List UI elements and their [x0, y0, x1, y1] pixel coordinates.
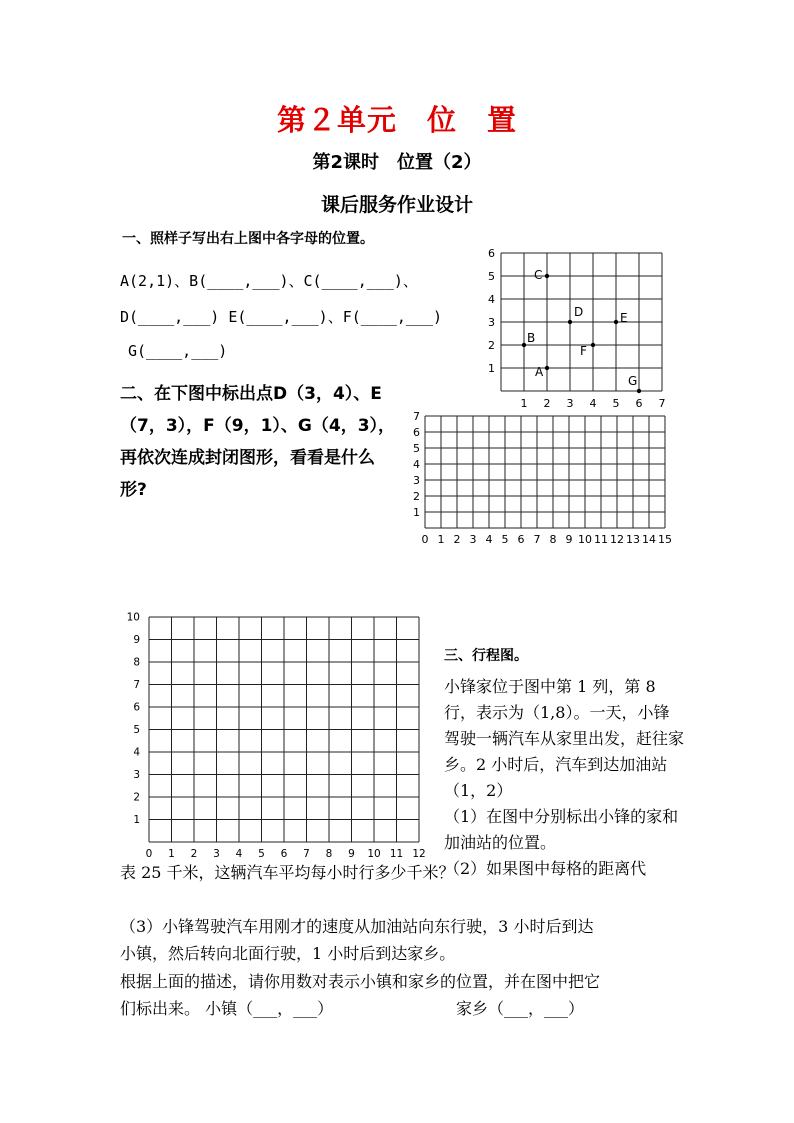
x-tick-label: 11	[594, 533, 608, 546]
x-tick-label: 6	[517, 533, 525, 546]
y-tick-label: 4	[413, 457, 420, 471]
point-a-label: A	[535, 365, 544, 379]
grid-3-lines	[149, 617, 419, 842]
grid-3-travel-map	[118, 605, 433, 860]
q2-text: 二、在下图中标出点D（3，4）、E（7，3），F（9，1）、G（4，3），再依次连成封闭图形，看看是什么形?	[120, 384, 396, 500]
x-tick-label: 10	[367, 848, 381, 860]
q1-line-1: A(2,1)、B(____,___)、C(____,___)、	[120, 272, 418, 290]
point-c-dot	[545, 274, 549, 278]
x-tick-label: 5	[612, 397, 620, 410]
x-tick-label: 9	[565, 533, 573, 546]
y-tick-label: 7	[413, 409, 420, 423]
x-tick-label: 0	[421, 533, 429, 546]
y-tick-label: 5	[133, 724, 140, 737]
y-tick-label: 2	[413, 489, 420, 503]
y-tick-label: 5	[488, 269, 495, 283]
x-tick-label: 15	[658, 533, 672, 546]
point-f-dot	[591, 343, 595, 347]
q3-text-block	[444, 674, 684, 882]
grid-1-letters	[475, 243, 675, 413]
point-g-label: G	[628, 374, 638, 388]
x-tick-label: 3	[213, 848, 220, 860]
x-tick-label: 4	[589, 397, 597, 410]
x-tick-label: 8	[325, 848, 333, 860]
y-tick-label: 1	[413, 505, 420, 519]
y-tick-label: 4	[133, 746, 140, 759]
q3-hometown-blank: 家乡（___，___）	[456, 999, 585, 1018]
y-tick-label: 1	[488, 361, 495, 375]
x-tick-label: 9	[348, 848, 355, 860]
grid-1-points	[522, 268, 641, 393]
x-tick-label: 2	[453, 533, 461, 546]
grid-1-lines	[501, 253, 662, 391]
grid-2-lines	[425, 416, 665, 528]
y-tick-label: 6	[488, 246, 495, 260]
y-tick-label: 8	[133, 656, 140, 669]
x-tick-label: 5	[501, 533, 509, 546]
x-tick-label: 3	[469, 533, 477, 546]
q3-sub3-a: （3）小锋驾驶汽车用刚才的速度从加油站向东行驶，3 小时后到达	[120, 917, 594, 936]
x-tick-label: 2	[543, 397, 551, 410]
x-tick-label: 4	[485, 533, 493, 546]
y-tick-label: 5	[413, 441, 420, 455]
y-tick-label: 3	[133, 769, 140, 782]
q1-heading: 一、照样子写出右上图中各字母的位置。	[122, 231, 374, 247]
x-tick-label: 13	[626, 533, 640, 546]
y-tick-label: 6	[413, 425, 420, 439]
point-b-dot	[522, 343, 526, 347]
y-tick-label: 10	[126, 611, 140, 624]
x-tick-label: 1	[520, 397, 528, 410]
y-tick-label: 7	[133, 679, 140, 692]
y-tick-label: 4	[488, 292, 495, 306]
q1-line-2: D(____,___) E(____,___)、F(____,___)	[120, 308, 443, 326]
y-tick-label: 2	[133, 791, 140, 804]
q3-sub3-b: 小镇，然后转向北面行驶，1 小时后到达家乡。	[120, 944, 456, 963]
point-d-dot	[568, 320, 572, 324]
x-tick-label: 10	[578, 533, 592, 546]
q3-sub2-b: 表 25 千米，这辆汽车平均每小时行多少千米？	[120, 863, 455, 882]
x-tick-label: 1	[437, 533, 445, 546]
point-g-dot	[637, 389, 641, 393]
x-tick-label: 7	[303, 848, 310, 860]
x-tick-label: 7	[658, 397, 666, 410]
q3-intro: 小锋家位于图中第 1 列，第 8 行，表示为（1,8）。一天，小锋驾驶一辆汽车从家里出发，赶往家乡。2 小时后，汽车到达加油站（1，2）	[444, 677, 685, 800]
unit-title: 第２单元 位 置	[276, 103, 517, 137]
y-tick-label: 1	[133, 814, 140, 827]
design-title: 课后服务作业设计	[320, 194, 473, 216]
x-tick-label: 12	[610, 533, 624, 546]
q3-instruction-b: 们标出来。 小镇（___，___）	[120, 999, 334, 1018]
x-tick-label: 11	[389, 848, 404, 860]
x-tick-label: 5	[258, 848, 265, 860]
point-b-label: B	[527, 331, 536, 345]
point-e-label: E	[620, 311, 628, 325]
x-tick-label: 6	[280, 848, 288, 860]
y-tick-label: 3	[413, 473, 420, 487]
q3-sub2-a: （2）如果图中每格的距离代	[444, 859, 647, 878]
q3-sub1: （1）在图中分别标出小锋的家和加油站的位置。	[444, 807, 679, 852]
q3-instruction-a: 根据上面的描述，请你用数对表示小镇和家乡的位置，并在图中把它	[120, 972, 601, 991]
point-f-label: F	[580, 344, 587, 358]
x-tick-label: 4	[235, 848, 243, 860]
x-tick-label: 2	[190, 848, 198, 860]
y-tick-label: 9	[133, 634, 140, 647]
x-tick-label: 12	[412, 848, 426, 860]
x-tick-label: 8	[549, 533, 557, 546]
y-tick-label: 2	[488, 338, 495, 352]
x-tick-label: 1	[168, 848, 175, 860]
point-c-label: C	[534, 268, 543, 282]
point-d-label: D	[574, 305, 584, 319]
x-tick-label: 7	[533, 533, 541, 546]
y-tick-label: 6	[133, 701, 140, 714]
q1-line-3: G(____,___)	[128, 342, 228, 360]
x-tick-label: 3	[566, 397, 574, 410]
x-tick-label: 6	[635, 397, 643, 410]
y-tick-label: 3	[488, 315, 495, 329]
point-a-dot	[545, 366, 549, 370]
x-tick-label: 0	[145, 848, 153, 860]
q3-heading: 三、行程图。	[444, 648, 528, 664]
x-tick-label: 14	[642, 533, 656, 546]
point-e-dot	[614, 320, 618, 324]
grid-2-plot	[405, 407, 680, 549]
lesson-title: 第2课时 位置（2）	[312, 152, 482, 173]
